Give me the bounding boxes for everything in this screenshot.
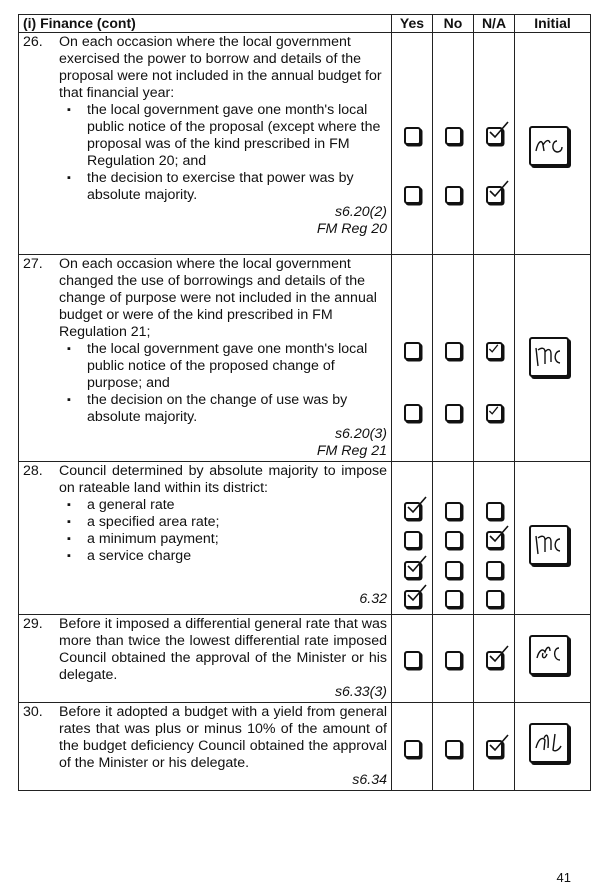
yes-cell	[392, 615, 433, 703]
no-checkbox[interactable]	[445, 186, 462, 204]
no-header: No	[433, 15, 474, 33]
question-intro: Before it imposed a differential general rate that was more than twice the lowest differential rate imposed Council obtained the approval of the Minister or his delegate.	[59, 616, 387, 683]
initial-cell	[515, 615, 591, 703]
yes-checkbox[interactable]	[404, 404, 421, 422]
no-cell	[433, 462, 474, 615]
yes-header: Yes	[392, 15, 433, 33]
check-mark-icon	[407, 496, 427, 516]
initial-cell	[515, 703, 591, 791]
question-row-27	[19, 255, 591, 462]
question-intro: On each occasion where the local government changed the use of borrowings and details of the change of purpose were not included in the annual budget or were of the kind prescribed in FM Regulation 21;	[59, 256, 377, 340]
check-mark-icon	[407, 584, 427, 604]
no-checkbox[interactable]	[445, 740, 462, 758]
question-row-26	[19, 33, 591, 255]
no-checkbox[interactable]	[445, 342, 462, 360]
reference: 6.32	[359, 591, 387, 607]
na-checkbox[interactable]	[486, 590, 503, 608]
yes-checkbox[interactable]	[404, 127, 421, 145]
no-cell	[433, 255, 474, 462]
handwritten-initials-icon	[533, 530, 565, 558]
question-intro: Council determined by absolute majority to impose on rateable land within its district:	[59, 463, 387, 496]
yes-cell	[392, 703, 433, 791]
no-checkbox[interactable]	[445, 404, 462, 422]
question-text	[19, 255, 392, 462]
page-number: 41	[556, 870, 571, 885]
question-text	[19, 462, 392, 615]
no-checkbox[interactable]	[445, 502, 462, 520]
yes-checkbox[interactable]	[404, 531, 421, 549]
no-checkbox[interactable]	[445, 590, 462, 608]
yes-cell	[392, 33, 433, 255]
na-checkbox[interactable]	[486, 740, 503, 758]
reference: FM Reg 20	[316, 221, 387, 237]
no-cell	[433, 33, 474, 255]
question-intro: On each occasion where the local government exercised the power to borrow and details of the proposal were not included in the annual budget for that financial year:	[59, 34, 382, 101]
bullet-item: ▪ a specified area rate;	[65, 514, 387, 531]
bullet-item: ▪ the local government gave one month's local public notice of the proposal (except where the proposal was of the kind prescribed in FM Regulation 20; and	[65, 102, 387, 170]
section-title: (i) Finance (cont)	[19, 15, 392, 33]
check-mark-icon	[407, 555, 427, 575]
reference: s6.33(3)	[334, 684, 387, 700]
reference: s6.20(2)	[334, 204, 387, 220]
question-number: 30.	[23, 704, 43, 720]
question-number: 26.	[23, 34, 43, 50]
no-cell	[433, 703, 474, 791]
na-checkbox[interactable]	[486, 531, 503, 549]
na-cell	[474, 615, 515, 703]
question-text	[19, 615, 392, 703]
initial-header: Initial	[515, 15, 591, 33]
question-number: 29.	[23, 616, 43, 632]
bullet-item: ▪ the local government gave one month's local public notice of the proposed change of purpose; and	[65, 341, 387, 392]
na-cell	[474, 255, 515, 462]
bullet-item: ▪ a minimum payment;	[65, 531, 387, 548]
no-checkbox[interactable]	[445, 127, 462, 145]
question-row-28	[19, 462, 591, 615]
initials-stamp	[529, 723, 569, 763]
question-number: 28.	[23, 463, 43, 479]
yes-checkbox[interactable]	[404, 651, 421, 669]
initial-cell	[515, 462, 591, 615]
reference: FM Reg 21	[316, 443, 387, 459]
bullet-list	[23, 341, 387, 426]
bullet-item: ▪ a service charge	[65, 548, 387, 565]
bullet-list	[23, 497, 387, 565]
initials-stamp	[529, 635, 569, 675]
question-row-29	[19, 615, 591, 703]
na-cell	[474, 703, 515, 791]
yes-cell	[392, 255, 433, 462]
question-text	[19, 703, 392, 791]
na-checkbox[interactable]	[486, 127, 503, 145]
check-mark-icon	[488, 342, 502, 356]
initial-cell	[515, 255, 591, 462]
initial-cell	[515, 33, 591, 255]
na-checkbox[interactable]	[486, 186, 503, 204]
no-checkbox[interactable]	[445, 531, 462, 549]
bullet-item: ▪ the decision to exercise that power was by absolute majority.	[65, 170, 387, 204]
yes-checkbox[interactable]	[404, 502, 421, 520]
handwritten-initials-icon	[533, 728, 565, 756]
no-checkbox[interactable]	[445, 651, 462, 669]
yes-checkbox[interactable]	[404, 186, 421, 204]
bullet-item: ▪ the decision on the change of use was by absolute majority.	[65, 392, 387, 426]
check-mark-icon	[489, 645, 509, 665]
no-cell	[433, 615, 474, 703]
yes-checkbox[interactable]	[404, 740, 421, 758]
handwritten-initials-icon	[533, 131, 565, 159]
no-checkbox[interactable]	[445, 561, 462, 579]
na-checkbox[interactable]	[486, 651, 503, 669]
reference: s6.20(3)	[334, 426, 387, 442]
header-row	[19, 15, 591, 33]
handwritten-initials-icon	[533, 342, 565, 370]
question-row-30	[19, 703, 591, 791]
na-checkbox[interactable]	[486, 502, 503, 520]
na-cell	[474, 33, 515, 255]
na-checkbox[interactable]	[486, 561, 503, 579]
question-intro: Before it adopted a budget with a yield from general rates that was plus or minus 10% of the amount of the budget deficiency Council obtained the approval of the Minister or his delegate.	[59, 704, 387, 771]
check-mark-icon	[489, 525, 509, 545]
initials-stamp	[529, 337, 569, 377]
bullet-list	[23, 102, 387, 204]
yes-checkbox[interactable]	[404, 342, 421, 360]
yes-cell	[392, 462, 433, 615]
bullet-item: ▪ a general rate	[65, 497, 387, 514]
initials-stamp	[529, 525, 569, 565]
check-mark-icon	[488, 404, 502, 418]
question-text	[19, 33, 392, 255]
na-header: N/A	[474, 15, 515, 33]
initials-stamp	[529, 126, 569, 166]
check-mark-icon	[489, 121, 509, 141]
check-mark-icon	[489, 180, 509, 200]
handwritten-initials-icon	[533, 640, 565, 668]
yes-checkbox[interactable]	[404, 561, 421, 579]
question-number: 27.	[23, 256, 43, 272]
finance-checklist-table	[18, 14, 591, 791]
na-cell	[474, 462, 515, 615]
check-mark-icon	[489, 734, 509, 754]
na-checkbox[interactable]	[486, 342, 503, 360]
yes-checkbox[interactable]	[404, 590, 421, 608]
reference: s6.34	[352, 772, 387, 788]
na-checkbox[interactable]	[486, 404, 503, 422]
